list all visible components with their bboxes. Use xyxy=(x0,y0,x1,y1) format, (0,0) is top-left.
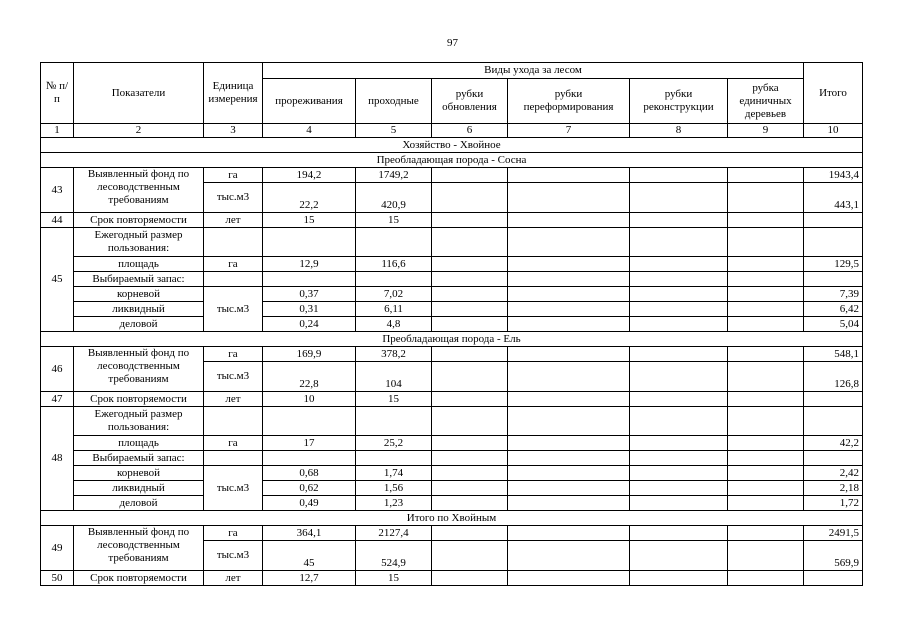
value-cell: 22,2 xyxy=(263,183,356,213)
unit-cell: га xyxy=(204,168,263,183)
value-cell: 22,8 xyxy=(263,362,356,392)
table-row xyxy=(41,347,863,362)
col-number: 7 xyxy=(508,124,630,138)
row-label: Ежегодный размер пользования: xyxy=(74,228,204,257)
total-cell: 126,8 xyxy=(804,362,863,392)
label-fund-2: лесоводственным требованиям xyxy=(97,181,180,206)
table-row xyxy=(41,302,863,317)
total-cell: 6,42 xyxy=(804,302,863,317)
table-row xyxy=(41,272,863,287)
total-cell: 7,39 xyxy=(804,287,863,302)
table-row xyxy=(41,287,863,302)
row-label: корневой xyxy=(74,287,204,302)
table-row xyxy=(41,526,863,541)
total-cell: 569,9 xyxy=(804,541,863,571)
total-cell: 1943,4 xyxy=(804,168,863,183)
total-cell: 129,5 xyxy=(804,257,863,272)
page-number: 97 xyxy=(447,37,458,49)
value-cell: 12,9 xyxy=(263,257,356,272)
header-group: Виды ухода за лесом xyxy=(263,63,804,79)
value-cell: 15 xyxy=(356,213,432,228)
table-row xyxy=(41,168,863,183)
section-row xyxy=(41,332,863,347)
row-label: Срок повторяемости xyxy=(74,392,204,407)
table-row xyxy=(41,481,863,496)
value-cell: 17 xyxy=(263,436,356,451)
total-cell: 443,1 xyxy=(804,183,863,213)
label-fund-1: Выявленный фонд по xyxy=(87,347,190,359)
total-cell: 2,18 xyxy=(804,481,863,496)
unit-cell: тыс.м3 xyxy=(204,183,263,213)
section-hoz: Хозяйство - Хвойное xyxy=(41,138,863,153)
row-label: Срок повторяемости xyxy=(74,571,204,586)
value-cell: 0,24 xyxy=(263,317,356,332)
row-num: 47 xyxy=(41,392,74,407)
row-label: Выбираемый запас: xyxy=(74,272,204,287)
header-type: рубки обновления xyxy=(432,79,508,124)
label-fund-2: лесоводственным требованиям xyxy=(97,360,180,385)
unit-cell: лет xyxy=(204,213,263,228)
unit-cell: га xyxy=(204,436,263,451)
unit-cell: га xyxy=(204,347,263,362)
header-type: рубка единичных деревьев xyxy=(728,79,804,124)
unit-cell: га xyxy=(204,257,263,272)
col-number: 8 xyxy=(630,124,728,138)
row-num: 50 xyxy=(41,571,74,586)
unit-cell: тыс.м3 xyxy=(204,362,263,392)
col-number: 9 xyxy=(728,124,804,138)
label-fund-2: лесоводственным требованиям xyxy=(97,539,180,564)
value-cell: 15 xyxy=(356,571,432,586)
forest-care-table xyxy=(40,62,863,586)
unit-cell: тыс.м3 xyxy=(204,287,263,332)
value-cell: 1749,2 xyxy=(356,168,432,183)
table-row xyxy=(41,407,863,436)
table-row xyxy=(41,213,863,228)
value-cell: 0,49 xyxy=(263,496,356,511)
unit-cell: лет xyxy=(204,392,263,407)
unit-cell: га xyxy=(204,526,263,541)
table-row xyxy=(41,496,863,511)
row-num: 43 xyxy=(41,168,74,213)
table-row xyxy=(41,392,863,407)
row-label: деловой xyxy=(74,496,204,511)
table-row xyxy=(41,228,863,257)
total-cell: 5,04 xyxy=(804,317,863,332)
label-fund-1: Выявленный фонд по xyxy=(87,526,190,538)
table-row xyxy=(41,436,863,451)
col-number: 2 xyxy=(74,124,204,138)
header-row-1 xyxy=(41,63,863,79)
column-number-row xyxy=(41,124,863,138)
row-num: 46 xyxy=(41,347,74,392)
table-row xyxy=(41,257,863,272)
row-num: 49 xyxy=(41,526,74,571)
row-label: деловой xyxy=(74,317,204,332)
section-row xyxy=(41,138,863,153)
row-label xyxy=(74,347,204,392)
value-cell: 378,2 xyxy=(356,347,432,362)
row-label: площадь xyxy=(74,257,204,272)
value-cell: 1,23 xyxy=(356,496,432,511)
row-label: ликвидный xyxy=(74,481,204,496)
col-number: 5 xyxy=(356,124,432,138)
value-cell: 364,1 xyxy=(263,526,356,541)
value-cell: 194,2 xyxy=(263,168,356,183)
value-cell: 7,02 xyxy=(356,287,432,302)
header-type: проходные xyxy=(356,79,432,124)
col-number: 1 xyxy=(41,124,74,138)
section-total: Итого по Хвойным xyxy=(41,511,863,526)
unit-cell: тыс.м3 xyxy=(204,466,263,511)
value-cell: 6,11 xyxy=(356,302,432,317)
value-cell: 0,62 xyxy=(263,481,356,496)
row-label: Срок повторяемости xyxy=(74,213,204,228)
row-label: Выбираемый запас: xyxy=(74,451,204,466)
total-cell: 548,1 xyxy=(804,347,863,362)
total-cell: 2491,5 xyxy=(804,526,863,541)
value-cell: 15 xyxy=(263,213,356,228)
col-number: 10 xyxy=(804,124,863,138)
col-number: 4 xyxy=(263,124,356,138)
row-num: 44 xyxy=(41,213,74,228)
table-row xyxy=(41,466,863,481)
row-num: 45 xyxy=(41,228,74,332)
table-row xyxy=(41,451,863,466)
value-cell: 524,9 xyxy=(356,541,432,571)
header-indicators: Показатели xyxy=(74,63,204,124)
header-type: рубки переформирования xyxy=(508,79,630,124)
col-number: 6 xyxy=(432,124,508,138)
header-num: № п/п xyxy=(41,63,74,124)
value-cell: 45 xyxy=(263,541,356,571)
table-row xyxy=(41,317,863,332)
row-label: ликвидный xyxy=(74,302,204,317)
value-cell: 0,31 xyxy=(263,302,356,317)
value-cell: 104 xyxy=(356,362,432,392)
row-label: площадь xyxy=(74,436,204,451)
header-type: прореживания xyxy=(263,79,356,124)
value-cell: 1,56 xyxy=(356,481,432,496)
unit-cell: лет xyxy=(204,571,263,586)
section-row xyxy=(41,511,863,526)
row-label xyxy=(74,526,204,571)
row-num: 48 xyxy=(41,407,74,511)
value-cell: 10 xyxy=(263,392,356,407)
value-cell: 4,8 xyxy=(356,317,432,332)
value-cell: 420,9 xyxy=(356,183,432,213)
row-label: корневой xyxy=(74,466,204,481)
section-spruce: Преобладающая порода - Ель xyxy=(41,332,863,347)
row-label xyxy=(74,168,204,213)
total-cell: 42,2 xyxy=(804,436,863,451)
row-label: Ежегодный размер пользования: xyxy=(74,407,204,436)
section-row xyxy=(41,153,863,168)
label-fund-1: Выявленный фонд по xyxy=(87,168,190,180)
col-number: 3 xyxy=(204,124,263,138)
value-cell: 25,2 xyxy=(356,436,432,451)
total-cell: 1,72 xyxy=(804,496,863,511)
header-total: Итого xyxy=(804,63,863,124)
value-cell: 0,68 xyxy=(263,466,356,481)
value-cell: 2127,4 xyxy=(356,526,432,541)
table-row xyxy=(41,571,863,586)
unit-cell: тыс.м3 xyxy=(204,541,263,571)
header-type: рубки реконструкции xyxy=(630,79,728,124)
section-pine: Преобладающая порода - Сосна xyxy=(41,153,863,168)
header-unit: Единица измерения xyxy=(204,63,263,124)
value-cell: 15 xyxy=(356,392,432,407)
value-cell: 0,37 xyxy=(263,287,356,302)
value-cell: 169,9 xyxy=(263,347,356,362)
value-cell: 1,74 xyxy=(356,466,432,481)
total-cell: 2,42 xyxy=(804,466,863,481)
value-cell: 12,7 xyxy=(263,571,356,586)
value-cell: 116,6 xyxy=(356,257,432,272)
